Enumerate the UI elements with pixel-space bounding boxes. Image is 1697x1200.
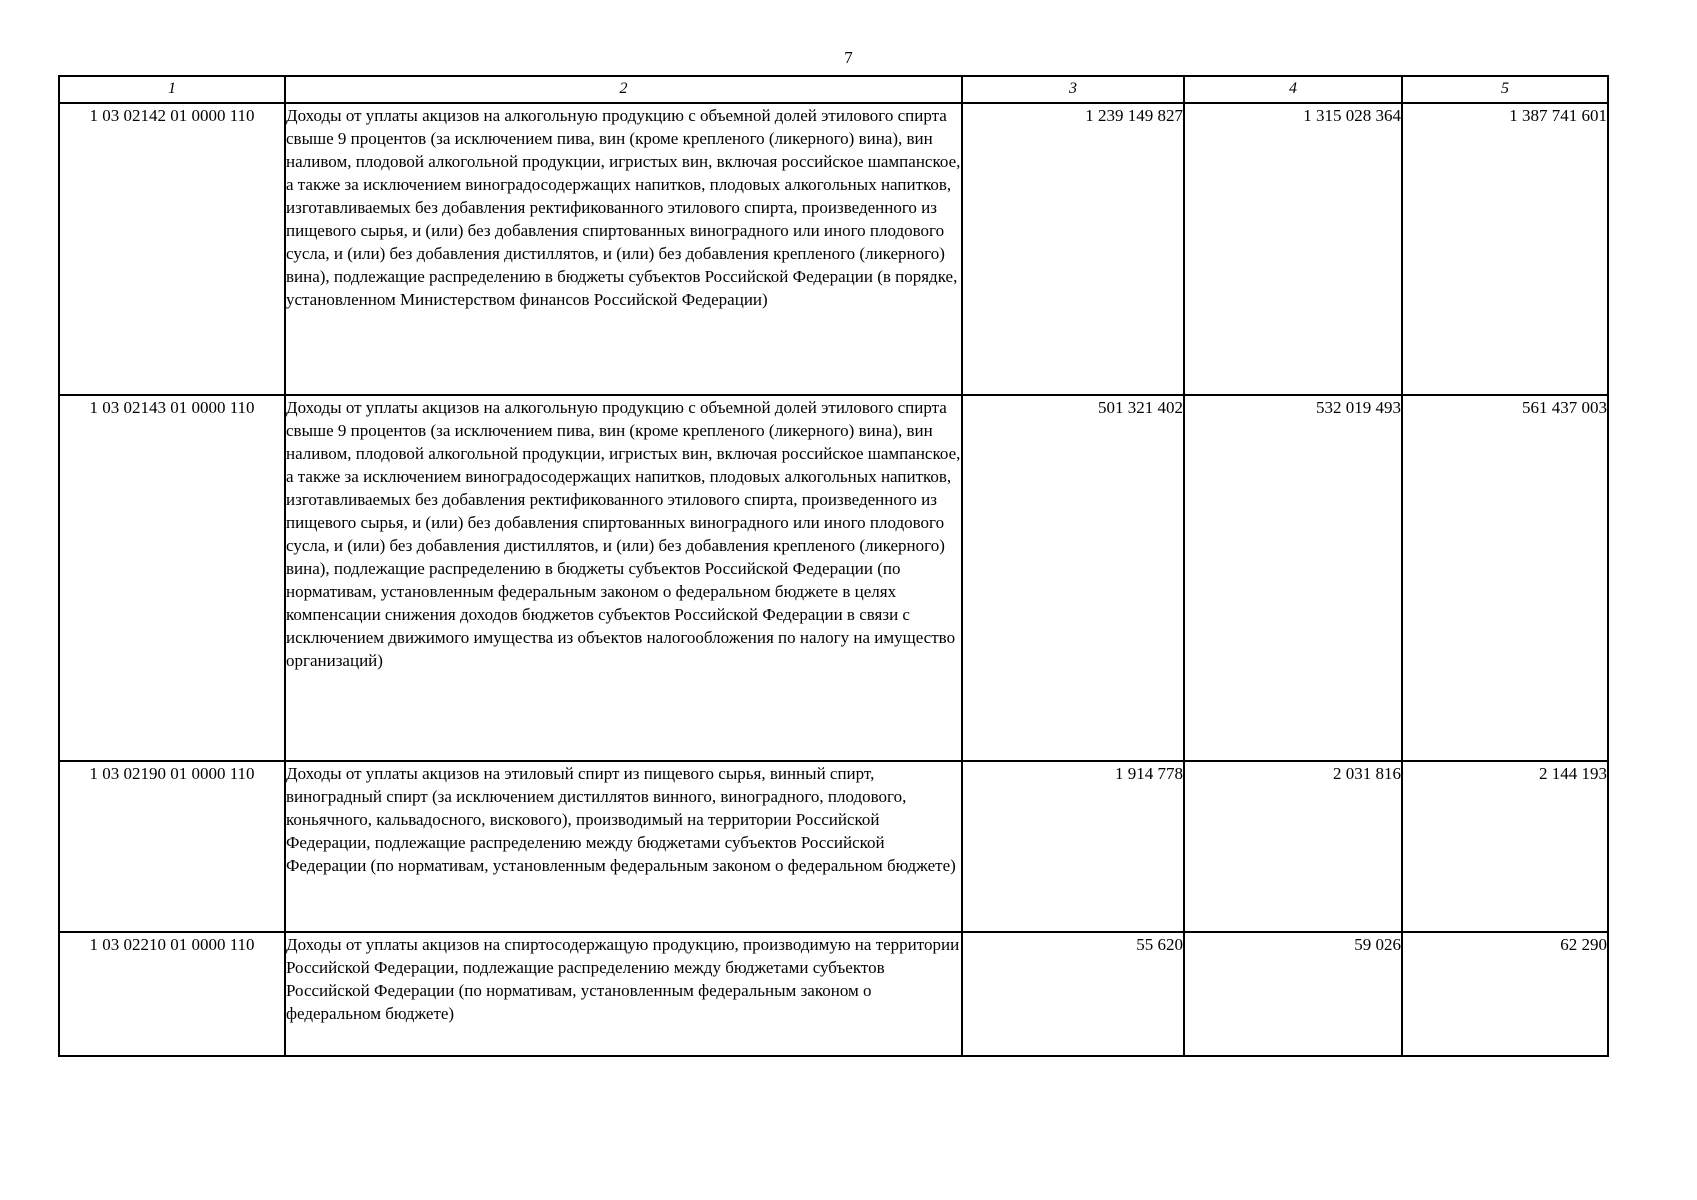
column-header-2: 2 <box>285 76 962 103</box>
amount-col5-cell: 62 290 <box>1402 932 1608 1056</box>
page-number: 7 <box>844 48 853 67</box>
description-cell: Доходы от уплаты акцизов на алкогольную продукцию с объемной долей этилового спирта свыше 9 процентов (за исключением пива, вин (кроме крепленого (ликерного) вина), вин наливом, плодовой алкогольной продукции, игристых вин, включая российское шампанское, а также за исключением виноградосодержащих напитков, плодовых алкогольных напитков, изготавливаемых без добавления ректификованного этилового спирта, произведенного из пищевого сырья, и (или) без добавления спиртованных виноградного или иного плодового сусла, и (или) без добавления дистиллятов, и (или) без добавления крепленого (ликерного) вина), подлежащие распределению в бюджеты субъектов Российской Федерации (в порядке, установленном Министерством финансов Российской Федерации) <box>285 103 962 395</box>
amount-col5-cell: 561 437 003 <box>1402 395 1608 761</box>
column-header-3: 3 <box>962 76 1184 103</box>
table-row <box>59 103 1608 395</box>
amount-col3-cell: 501 321 402 <box>962 395 1184 761</box>
table-row <box>59 761 1608 932</box>
column-header-1: 1 <box>59 76 285 103</box>
column-header-4: 4 <box>1184 76 1402 103</box>
table-row <box>59 395 1608 761</box>
amount-col4-cell: 532 019 493 <box>1184 395 1402 761</box>
table-row <box>59 932 1608 1056</box>
budget-code-cell: 1 03 02210 01 0000 110 <box>59 932 285 1056</box>
budget-code-cell: 1 03 02190 01 0000 110 <box>59 761 285 932</box>
amount-col4-cell: 1 315 028 364 <box>1184 103 1402 395</box>
amount-col5-cell: 1 387 741 601 <box>1402 103 1608 395</box>
column-header-5: 5 <box>1402 76 1608 103</box>
description-cell: Доходы от уплаты акцизов на спиртосодержащую продукцию, производимую на территории Российской Федерации, подлежащие распределению между бюджетами субъектов Российской Федерации (по нормативам, установленным федеральным законом о федеральном бюджете) <box>285 932 962 1056</box>
amount-col3-cell: 1 914 778 <box>962 761 1184 932</box>
amount-col4-cell: 2 031 816 <box>1184 761 1402 932</box>
budget-code-cell: 1 03 02142 01 0000 110 <box>59 103 285 395</box>
column-number-header-row <box>59 76 1608 103</box>
amount-col3-cell: 55 620 <box>962 932 1184 1056</box>
amount-col5-cell: 2 144 193 <box>1402 761 1608 932</box>
budget-code-cell: 1 03 02143 01 0000 110 <box>59 395 285 761</box>
description-cell: Доходы от уплаты акцизов на алкогольную продукцию с объемной долей этилового спирта свыше 9 процентов (за исключением пива, вин (кроме крепленого (ликерного) вина), вин наливом, плодовой алкогольной продукции, игристых вин, включая российское шампанское, а также за исключением виноградосодержащих напитков, плодовых алкогольных напитков, изготавливаемых без добавления ректификованного этилового спирта, произведенного из пищевого сырья, и (или) без добавления спиртованных виноградного или иного плодового сусла, и (или) без добавления дистиллятов, и (или) без добавления крепленого (ликерного) вина), подлежащие распределению в бюджеты субъектов Российской Федерации (по нормативам, установленным федеральным законом о федеральном бюджете в целях компенсации снижения доходов бюджетов субъектов Российской Федерации в связи с исключением движимого имущества из объектов налогообложения по налогу на имущество организаций) <box>285 395 962 761</box>
revenue-table <box>58 75 1609 1057</box>
amount-col4-cell: 59 026 <box>1184 932 1402 1056</box>
amount-col3-cell: 1 239 149 827 <box>962 103 1184 395</box>
description-cell: Доходы от уплаты акцизов на этиловый спирт из пищевого сырья, винный спирт, виноградный спирт (за исключением дистиллятов винного, виноградного, плодового, коньячного, кальвадосного, вискового), производимый на территории Российской Федерации, подлежащие распределению между бюджетами субъектов Российской Федерации (по нормативам, установленным федеральным законом о федеральном бюджете) <box>285 761 962 932</box>
